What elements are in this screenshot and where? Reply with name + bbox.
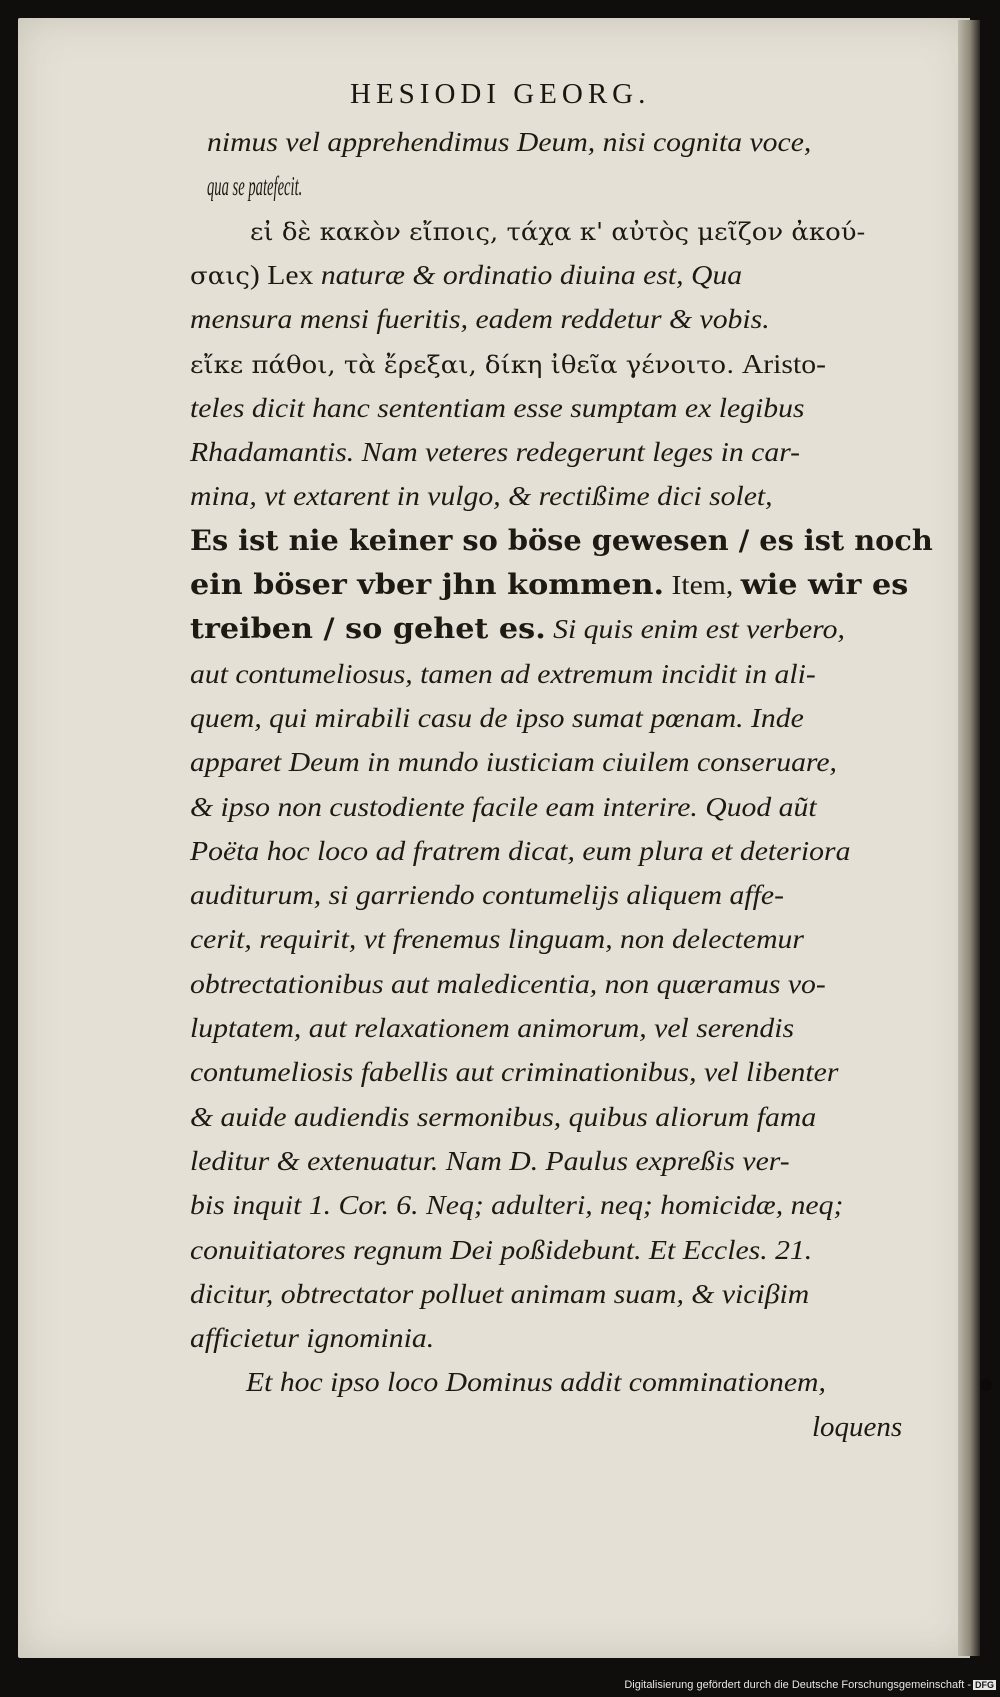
- text-run: teles dicit hanc sententiam esse sumptam ex legibus: [190, 391, 805, 423]
- text-run: & ipso non custodiente facile eam interire. Quod aũt: [190, 790, 817, 822]
- text-line: [190, 523, 933, 557]
- credit-text: Digitalisierung gefördert durch die Deutsche Forschungsgemeinschaft -: [624, 1679, 971, 1691]
- text-line: [190, 258, 743, 290]
- text-line: [207, 172, 302, 200]
- text-line: [190, 1014, 794, 1042]
- text-run: obtrectationibus aut maledicentia, non quæramus vo-: [190, 967, 826, 999]
- text-run: quem, qui mirabili casu de ipso sumat pœnam. Inde: [190, 701, 804, 733]
- text-line: [246, 1368, 826, 1396]
- text-run: contumeliosis fabellis aut criminationibus, vel libenter: [190, 1056, 839, 1088]
- text-run: Et hoc ipso loco Dominus addit comminationem,: [246, 1366, 826, 1398]
- page-edge: [958, 20, 980, 1656]
- text-run: Es ist nie keiner so böse gewesen / es ist noch: [190, 523, 933, 557]
- text-run: Si quis enim est verbero,: [545, 613, 845, 645]
- text-run: treiben / so gehet es.: [190, 612, 546, 646]
- text-run: ein böser vber jhn kommen.: [190, 568, 665, 601]
- text-line: [190, 391, 805, 423]
- text-line: [190, 1233, 813, 1265]
- text-run: auditurum, si garriendo contumelijs aliquem affe-: [190, 879, 784, 911]
- text-run: Poëta hoc loco ad fratrem dicat, eum plura et deteriora: [190, 834, 851, 866]
- text-run: Rhadamantis. Nam veteres redegerunt leges in car-: [190, 436, 801, 468]
- text-line: [190, 748, 837, 776]
- text-run: aut contumeliosus, tamen ad extremum incidit in ali-: [190, 657, 816, 689]
- text-line: [190, 347, 826, 379]
- text-line: [190, 925, 804, 953]
- text-run: mina, vt extarent in vulgo, & rectißime dici solet,: [190, 480, 773, 512]
- text-run: leditur & extenuatur. Nam D. Paulus expreßis ver-: [190, 1144, 790, 1176]
- text-line: [190, 967, 826, 999]
- text-run: cerit, requirit, vt frenemus linguam, non delectemur: [190, 923, 804, 955]
- text-run: Aristo-: [734, 347, 826, 379]
- text-line: [190, 701, 804, 733]
- text-run: naturæ & ordinatio diuina est, Qua: [320, 258, 743, 290]
- text-line: [190, 881, 784, 909]
- dfg-logo: DFG: [975, 1680, 994, 1690]
- text-line: [190, 1058, 838, 1086]
- text-line: [190, 657, 816, 689]
- text-line: [190, 568, 909, 601]
- text-run: σαις: [190, 261, 250, 290]
- text-run: mensura mensi fueritis, eadem reddetur & vobis.: [190, 303, 770, 335]
- text-run: εἰ δὲ κακὸν εἴποις, τάχα κ' αὐτὸς μεῖζον ἀκού-: [250, 217, 866, 246]
- text-run: εἴκε πάθοι, τὰ ἔρεξαι, δίκη ἰθεῖα γένοιτο.: [190, 350, 735, 379]
- text-line: [190, 482, 773, 510]
- text-run: luptatem, aut relaxationem animorum, vel serendis: [190, 1012, 795, 1043]
- text-line: [190, 438, 800, 466]
- text-run: nimus vel apprehendimus Deum, nisi cognita voce,: [207, 126, 812, 157]
- text-line: [250, 217, 865, 245]
- running-head: HESIODI GEORG.: [350, 78, 651, 110]
- text-run: wie wir es: [740, 568, 909, 601]
- text-line: [190, 1144, 790, 1176]
- catchword: loquens: [812, 1411, 903, 1443]
- text-line: [190, 834, 851, 866]
- text-line: [190, 790, 817, 822]
- text-run: ) Lex: [249, 258, 321, 290]
- digitization-credit: [624, 1679, 996, 1691]
- text-run: afficietur ignominia.: [190, 1322, 435, 1354]
- text-run: dicitur, obtrectator polluet animam suam, & viciβim: [190, 1277, 810, 1309]
- ink-dot: [980, 1379, 992, 1391]
- text-run: bis inquit 1. Cor. 6. Neq; adulteri, neq; homicidæ, neq;: [190, 1189, 844, 1221]
- text-line: [190, 1191, 843, 1219]
- text-run: apparet Deum in mundo iusticiam ciuilem conseruare,: [190, 746, 837, 778]
- text-line: [190, 1324, 434, 1352]
- text-line: [190, 1100, 817, 1132]
- text-line: [190, 612, 845, 646]
- text-run: conuitiatores regnum Dei poßidebunt. Et Eccles. 21.: [190, 1233, 813, 1265]
- text-line: [190, 1277, 810, 1309]
- text-run: Item,: [664, 569, 741, 600]
- text-run: & auide audiendis sermonibus, quibus aliorum fama: [190, 1100, 817, 1132]
- text-line: [207, 128, 811, 156]
- text-run: qua se patefecit.: [207, 170, 303, 202]
- text-line: [190, 305, 770, 333]
